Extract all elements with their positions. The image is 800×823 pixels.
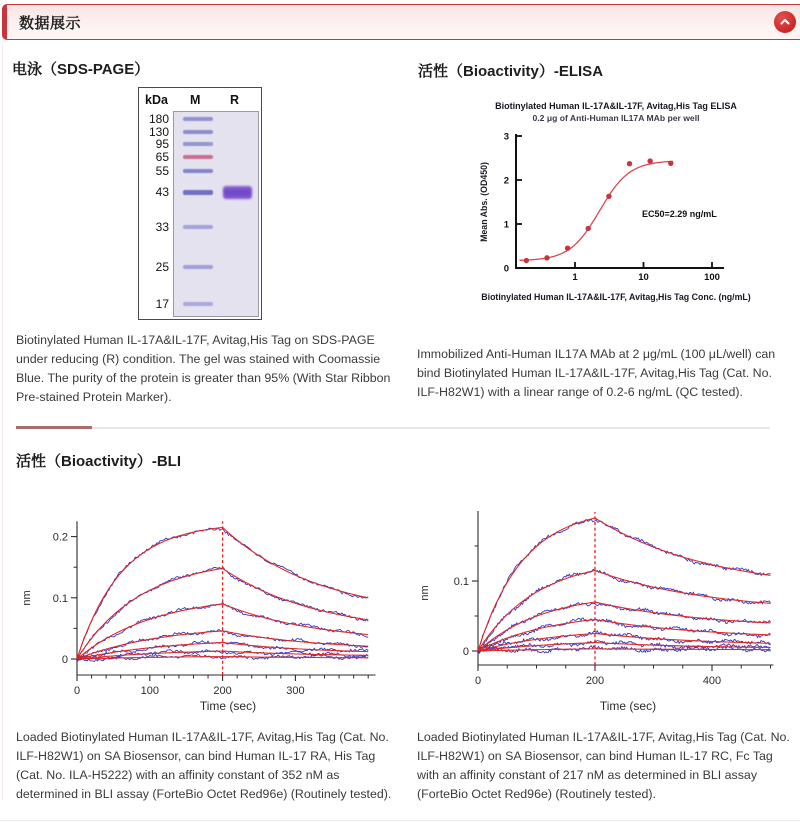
page-title: 数据展示 <box>19 14 82 32</box>
svg-text:0: 0 <box>73 685 81 697</box>
svg-text:3: 3 <box>503 131 509 143</box>
bli-left-plot-area <box>53 521 376 697</box>
svg-text:0: 0 <box>61 654 68 666</box>
svg-text:100: 100 <box>140 685 159 697</box>
gel-kda-label: 25 <box>155 260 169 274</box>
svg-text:200: 200 <box>213 685 232 697</box>
elisa-caption: Immobilized Anti-Human IL17A MAb at 2 μg/mL (100 μL/well) can bind Biotinylated Human IL-17A&IL-17F, Avitag,His Tag (Cat. No. ILF-H82W1) with a linear range of 0.2-6 ng/mL (QC tested). <box>417 347 776 399</box>
divider-accent <box>16 426 92 429</box>
bli-right-caption: Loaded Biotinylated Human IL-17A&IL-17F, Avitag,His Tag (Cat. No. ILF-H82W1) on SA Biosensor, can bind Human IL-17 RC, Fc Tag with an affinity constant of 217 nM as determined in BLI assay (ForteBio Octet Red96e) (Routinely tested). <box>417 730 790 801</box>
gel-marker-lane-label: M <box>190 93 201 107</box>
svg-text:400: 400 <box>702 675 722 687</box>
gel-marker-band <box>183 190 213 195</box>
svg-text:0: 0 <box>474 675 482 687</box>
bli-right-x-axis-label: Time (sec) <box>599 699 657 713</box>
gel-marker-band <box>183 117 213 121</box>
section-divider <box>16 426 770 429</box>
elisa-chart-title: Biotinylated Human IL-17A&IL-17F, Avitag,His Tag ELISA <box>495 101 737 111</box>
svg-text:100: 100 <box>704 272 720 283</box>
elisa-x-axis-label: Biotinylated Human IL-17A&IL-17F, Avitag,His Tag Conc. (ng/mL) <box>481 292 751 302</box>
collapse-button[interactable] <box>774 11 796 33</box>
svg-text:0: 0 <box>503 263 509 275</box>
elisa-chart <box>430 96 770 312</box>
gel-kda-label: 43 <box>155 185 169 199</box>
gel-kda-label: 33 <box>155 220 169 234</box>
card-left-border <box>2 44 3 800</box>
gel-marker-band <box>183 130 213 134</box>
gel-kda-label: 95 <box>155 137 169 151</box>
chevron-up-icon <box>779 16 791 28</box>
elisa-plot-area <box>504 131 724 283</box>
gel-marker-band <box>183 169 213 173</box>
elisa-title: 活性（Bioactivity）-ELISA <box>418 63 604 80</box>
gel-kda-label: 180 <box>148 112 169 126</box>
svg-text:1: 1 <box>503 219 509 231</box>
svg-text:0.1: 0.1 <box>453 576 469 588</box>
svg-text:0: 0 <box>462 646 469 658</box>
bli-chart-right <box>410 498 795 716</box>
bli-left-caption: Loaded Biotinylated Human IL-17A&IL-17F, Avitag,His Tag (Cat. No. ILF-H82W1) on SA Biosensor, can bind Human IL-17 RA, His Tag (Cat. No. ILA-H5222) with an affinity constant of 352 nM as determined in BLI assay (ForteBio Octet Red96e) (Routinely tested). <box>16 730 392 801</box>
sds-page-caption: Biotinylated Human IL-17A&IL-17F, Avitag,His Tag on SDS-PAGE under reducing (R) condition. The gel was stained with Coomassie Blue. The purity of the protein is greater than 95% (With Star Ribbon Pre-stained Protein Marker). <box>16 333 391 404</box>
gel-kda-label: 65 <box>155 150 169 164</box>
svg-text:200: 200 <box>585 675 605 687</box>
gel-kda-label: 17 <box>155 297 169 311</box>
gel-marker-band <box>183 265 213 269</box>
gel-sample-band <box>223 186 252 199</box>
svg-text:300: 300 <box>286 685 305 697</box>
elisa-y-axis-label: Mean Abs. (OD450) <box>479 162 489 242</box>
bli-chart-left <box>16 498 400 716</box>
gel-marker-band <box>183 142 213 146</box>
gel-unit-label: kDa <box>145 93 168 107</box>
svg-text:0.2: 0.2 <box>52 531 68 544</box>
gel-kda-label: 55 <box>155 164 169 178</box>
bli-right-plot-area <box>454 511 774 687</box>
svg-text:1: 1 <box>572 272 578 283</box>
gel-marker-band <box>183 302 213 306</box>
gel-sample-lane-label: R <box>230 93 240 107</box>
elisa-ec50-annotation: EC50=2.29 ng/mL <box>642 209 717 219</box>
gel-marker-band <box>183 155 213 160</box>
gel-marker-band <box>183 225 213 229</box>
gel-kda-label: 130 <box>148 125 169 139</box>
sds-page-title: 电泳（SDS-PAGE） <box>12 61 150 78</box>
divider-line <box>92 427 770 429</box>
svg-text:2: 2 <box>503 175 509 187</box>
elisa-chart-subtitle: 0.2 μg of Anti-Human IL17A MAb per well <box>532 113 700 123</box>
svg-text:0.1: 0.1 <box>52 592 68 605</box>
bli-right-y-axis-label: nm <box>419 585 431 601</box>
sds-page-gel-image <box>138 87 262 320</box>
bli-left-x-axis-label: Time (sec) <box>199 699 257 713</box>
section-header-bar[interactable] <box>2 4 800 40</box>
svg-text:10: 10 <box>638 272 649 283</box>
bli-left-y-axis-label: nm <box>21 590 33 606</box>
card-bottom-border <box>0 820 800 821</box>
bli-title: 活性（Bioactivity）-BLI <box>16 453 182 470</box>
